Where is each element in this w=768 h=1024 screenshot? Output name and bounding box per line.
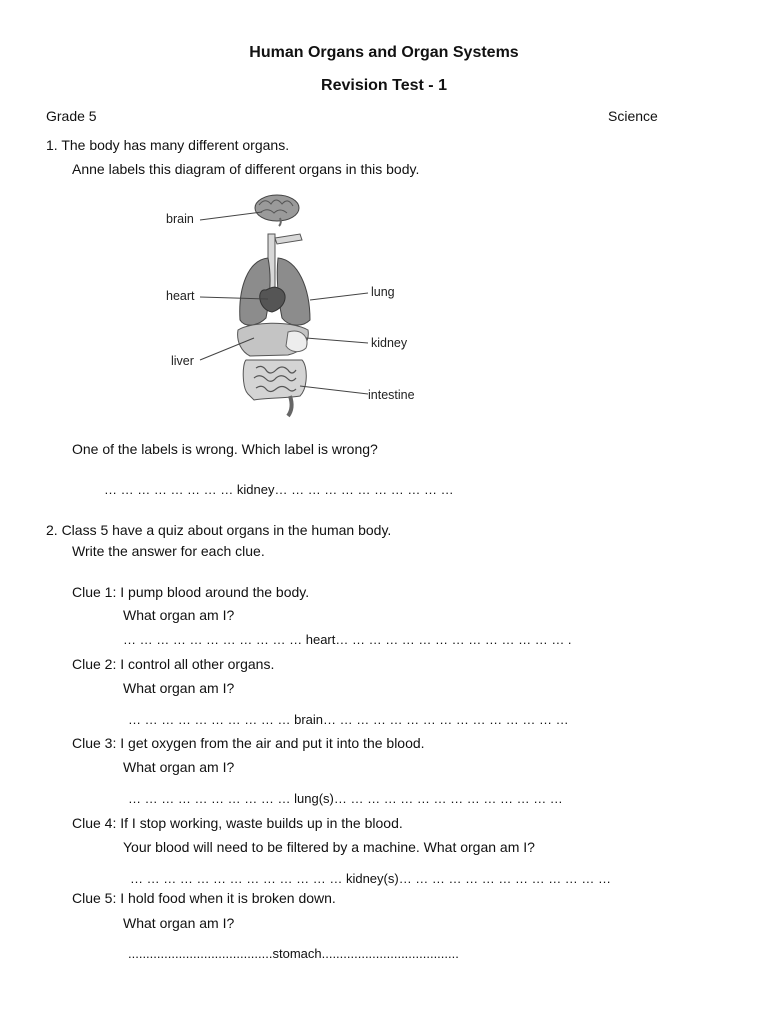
brain-illustration (255, 195, 299, 226)
clue-2-text: Clue 2: I control all other organs. (72, 656, 275, 672)
clue-4-question: Your blood will need to be filtered by a machine. What organ am I? (123, 839, 535, 855)
label-intestine: intestine (368, 388, 415, 402)
label-lung: lung (371, 285, 395, 299)
intestine-leader-line (300, 386, 368, 394)
clue-4-answer-line[interactable]: … … … … … … … … … … … … … kidney(s)… … … … … … … … … … … … … (130, 871, 612, 886)
kidney-leader-line (306, 338, 368, 343)
clue-5-text: Clue 5: I hold food when it is broken down. (72, 890, 336, 906)
q1-question: One of the labels is wrong. Which label is wrong? (72, 441, 378, 457)
clue-3-text: Clue 3: I get oxygen from the air and put it into the blood. (72, 735, 425, 751)
q2-instruction: Write the answer for each clue. (72, 543, 265, 559)
clue-5-answer-line[interactable]: ........................................stomach...................................... (128, 946, 459, 961)
lung-leader-line (310, 293, 368, 300)
worksheet-subtitle: Revision Test - 1 (321, 77, 447, 94)
q1-intro: Anne labels this diagram of different organs in this body. (72, 161, 420, 177)
q1-prompt: 1. The body has many different organs. (46, 137, 290, 153)
subject-label: Science (608, 108, 658, 124)
clue-1-text: Clue 1: I pump blood around the body. (72, 584, 310, 600)
worksheet-title: Human Organs and Organ Systems (249, 44, 519, 61)
label-brain: brain (166, 212, 194, 226)
intestine-illustration (243, 360, 306, 416)
label-heart: heart (166, 289, 195, 303)
clue-5-question: What organ am I? (123, 915, 235, 931)
clue-2-question: What organ am I? (123, 680, 235, 696)
clue-3-answer-line[interactable]: … … … … … … … … … … lung(s)… … … … … … … … … … … … … … (128, 791, 563, 806)
organ-diagram (150, 188, 440, 423)
brain-leader-line (200, 212, 262, 220)
q2-prompt: 2. Class 5 have a quiz about organs in the human body. (46, 522, 392, 538)
clue-4-text: Clue 4: If I stop working, waste builds up in the blood. (72, 815, 403, 831)
kidney-illustration (286, 331, 307, 352)
clue-3-question: What organ am I? (123, 759, 235, 775)
label-kidney: kidney (371, 336, 408, 350)
grade-label: Grade 5 (46, 108, 97, 124)
q1-answer-line[interactable]: … … … … … … … … kidney… … … … … … … … … … … (104, 482, 454, 497)
clue-1-answer-line[interactable]: … … … … … … … … … … … heart… … … … … … … … … … … … … … . (123, 632, 572, 647)
clue-1-question: What organ am I? (123, 607, 235, 623)
clue-2-answer-line[interactable]: … … … … … … … … … … brain… … … … … … … … … … … … … … … (128, 712, 569, 727)
label-liver: liver (171, 354, 194, 368)
